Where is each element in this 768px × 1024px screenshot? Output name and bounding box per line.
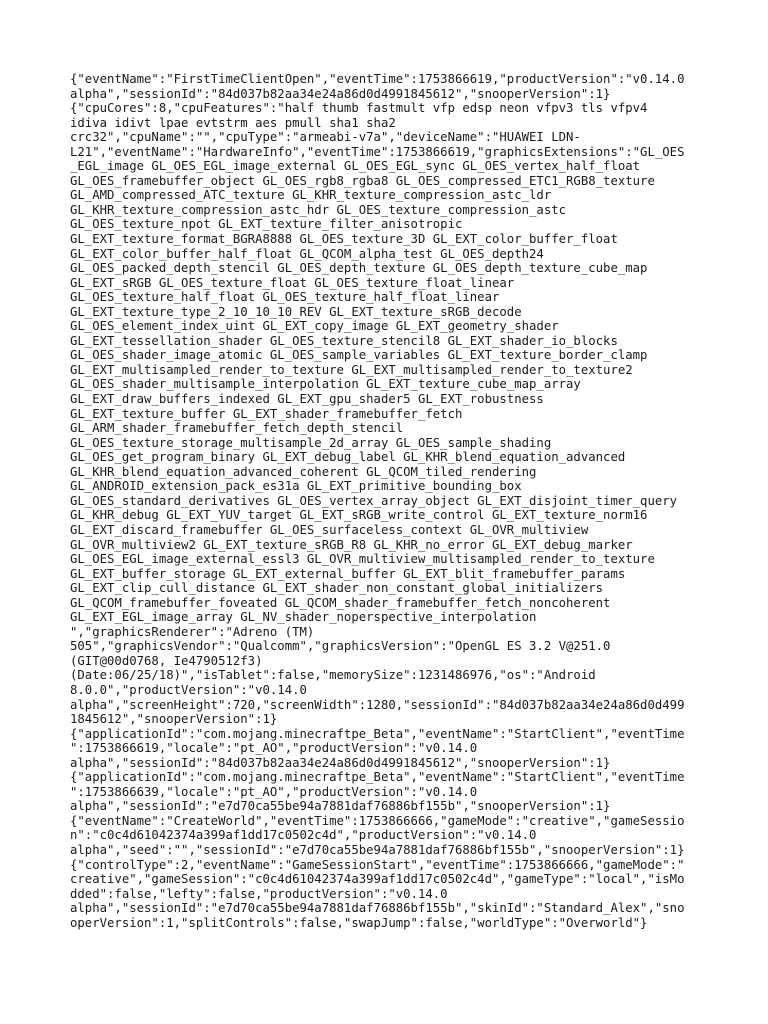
log-line: GL_KHR_blend_equation_advanced_coherent GL_QCOM_tiled_rendering [70, 464, 537, 479]
log-line: GL_OES_EGL_image_external_essl3 GL_OVR_multiview_multisampled_render_to_texture [70, 552, 655, 567]
log-line: GL_OES_texture_npot GL_EXT_texture_filter_anisotropic [70, 217, 463, 232]
log-line: operVersion":1,"splitControls":false,"swapJump":false,"worldType":"Overworld"} [70, 915, 648, 930]
log-line: GL_EXT_texture_format_BGRA8888 GL_OES_texture_3D GL_EXT_color_buffer_float [70, 232, 618, 247]
log-line: GL_QCOM_framebuffer_foveated GL_QCOM_shader_framebuffer_fetch_noncoherent [70, 595, 611, 610]
log-line: alpha","sessionId":"e7d70ca55be94a7881daf76886bf155b","snooperVersion":1} [70, 799, 611, 814]
log-line: {"cpuCores":8,"cpuFeatures":"half thumb fastmult vfp edsp neon vfpv3 tls vfpv4 [70, 101, 648, 116]
log-line: {"applicationId":"com.mojang.minecraftpe_Beta","eventName":"StartClient","eventTime [70, 770, 685, 785]
log-line: _EGL_image GL_OES_EGL_image_external GL_OES_EGL_sync GL_OES_vertex_half_float [70, 159, 641, 174]
log-line: GL_ARM_shader_framebuffer_fetch_depth_stencil [70, 421, 404, 436]
log-line: GL_EXT_texture_buffer GL_EXT_shader_framebuffer_fetch [70, 406, 463, 421]
log-line: GL_EXT_draw_buffers_indexed GL_EXT_gpu_shader5 GL_EXT_robustness [70, 392, 544, 407]
log-line: (GIT@00d0768, Ie4790512f3) [70, 653, 263, 668]
log-line: creative","gameSession":"c0c4d61042374a399af1dd17c0502c4d","gameType":"local","isMo [70, 872, 685, 887]
log-line: GL_EXT_sRGB GL_OES_texture_float GL_OES_texture_float_linear [70, 275, 515, 290]
log-line: GL_OES_framebuffer_object GL_OES_rgb8_rgba8 GL_OES_compressed_ETC1_RGB8_texture [70, 173, 655, 188]
log-line: ","graphicsRenderer":"Adreno (TM) [70, 624, 315, 639]
log-line: {"eventName":"FirstTimeClientOpen","eventTime":1753866619,"productVersion":"v0.14.0 [70, 72, 685, 86]
log-line: ":1753866619,"locale":"pt_AO","productVersion":"v0.14.0 [70, 741, 478, 756]
log-line: GL_EXT_multisampled_render_to_texture GL_EXT_multisampled_render_to_texture2 [70, 362, 633, 377]
log-line: GL_AMD_compressed_ATC_texture GL_KHR_texture_compression_astc_ldr [70, 188, 552, 203]
log-line: 1845612","snooperVersion":1} [70, 712, 278, 727]
log-line: {"controlType":2,"eventName":"GameSessionStart","eventTime":1753866666,"gameMode":" [70, 857, 685, 872]
log-line: GL_ANDROID_extension_pack_es31a GL_EXT_primitive_bounding_box [70, 479, 522, 494]
log-line: GL_OES_shader_image_atomic GL_OES_sample_variables GL_EXT_texture_border_clamp [70, 348, 648, 363]
log-line: alpha","screenHeight":720,"screenWidth":1280,"sessionId":"84d037b82aa34e24a86d0d499 [70, 697, 685, 712]
log-line: GL_EXT_tessellation_shader GL_OES_texture_stencil8 GL_EXT_shader_io_blocks [70, 333, 618, 348]
log-line: GL_OVR_multiview2 GL_EXT_texture_sRGB_R8 GL_KHR_no_error GL_EXT_debug_marker [70, 537, 633, 552]
log-line: GL_OES_element_index_uint GL_EXT_copy_image GL_EXT_geometry_shader [70, 319, 559, 334]
log-line: idiva idivt lpae evtstrm aes pmull sha1 sha2 [70, 115, 396, 130]
log-line: GL_EXT_discard_framebuffer GL_OES_surfaceless_context GL_OVR_multiview [70, 522, 589, 537]
log-line: 8.0.0","productVersion":"v0.14.0 [70, 682, 307, 697]
log-line: GL_OES_get_program_binary GL_EXT_debug_label GL_KHR_blend_equation_advanced [70, 450, 626, 465]
log-line: GL_KHR_debug GL_EXT_YUV_target GL_EXT_sRGB_write_control GL_EXT_texture_norm16 [70, 508, 648, 523]
log-line: alpha","seed":"","sessionId":"e7d70ca55be94a7881daf76886bf155b","snooperVersion":1} [70, 842, 685, 857]
log-line: GL_OES_shader_multisample_interpolation GL_EXT_texture_cube_map_array [70, 377, 581, 392]
log-line: n":"c0c4d61042374a399af1dd17c0502c4d","productVersion":"v0.14.0 [70, 828, 537, 843]
log-line: GL_EXT_texture_type_2_10_10_10_REV GL_EXT_texture_sRGB_decode [70, 304, 522, 319]
log-line: GL_OES_texture_half_float GL_OES_texture_half_float_linear [70, 290, 500, 305]
log-text-block [70, 72, 710, 930]
log-line: GL_EXT_EGL_image_array GL_NV_shader_noperspective_interpolation [70, 610, 537, 625]
log-line: (Date:06/25/18)","isTablet":false,"memorySize":1231486976,"os":"Android [70, 668, 596, 683]
log-line: GL_EXT_color_buffer_half_float GL_QCOM_alpha_test GL_OES_depth24 [70, 246, 544, 261]
log-line: alpha","sessionId":"e7d70ca55be94a7881daf76886bf155b","skinId":"Standard_Alex","sno [70, 901, 685, 916]
log-line: alpha","sessionId":"84d037b82aa34e24a86d0d4991845612","snooperVersion":1} [70, 86, 611, 101]
log-line: GL_OES_texture_storage_multisample_2d_array GL_OES_sample_shading [70, 435, 552, 450]
log-line: alpha","sessionId":"84d037b82aa34e24a86d0d4991845612","snooperVersion":1} [70, 755, 611, 770]
log-line: GL_OES_packed_depth_stencil GL_OES_depth_texture GL_OES_depth_texture_cube_map [70, 261, 648, 276]
log-line: GL_EXT_buffer_storage GL_EXT_external_buffer GL_EXT_blit_framebuffer_params [70, 566, 626, 581]
log-line: ":1753866639,"locale":"pt_AO","productVersion":"v0.14.0 [70, 784, 478, 799]
log-line: GL_KHR_texture_compression_astc_hdr GL_OES_texture_compression_astc [70, 202, 567, 217]
log-line: GL_OES_standard_derivatives GL_OES_vertex_array_object GL_EXT_disjoint_timer_query [70, 493, 678, 508]
log-line: dded":false,"lefty":false,"productVersion":"v0.14.0 [70, 886, 448, 901]
log-line: 505","graphicsVendor":"Qualcomm","graphicsVersion":"OpenGL ES 3.2 V@251.0 [70, 639, 611, 654]
log-line: L21","eventName":"HardwareInfo","eventTime":1753866619,"graphicsExtensions":"GL_OES [70, 144, 685, 159]
log-line: {"applicationId":"com.mojang.minecraftpe_Beta","eventName":"StartClient","eventTime [70, 726, 685, 741]
log-line: GL_EXT_clip_cull_distance GL_EXT_shader_non_constant_global_initializers [70, 581, 604, 596]
log-line: {"eventName":"CreateWorld","eventTime":1753866666,"gameMode":"creative","gameSessio [70, 813, 685, 828]
log-line: crc32","cpuName":"","cpuType":"armeabi-v7a","deviceName":"HUAWEI LDN- [70, 130, 581, 145]
